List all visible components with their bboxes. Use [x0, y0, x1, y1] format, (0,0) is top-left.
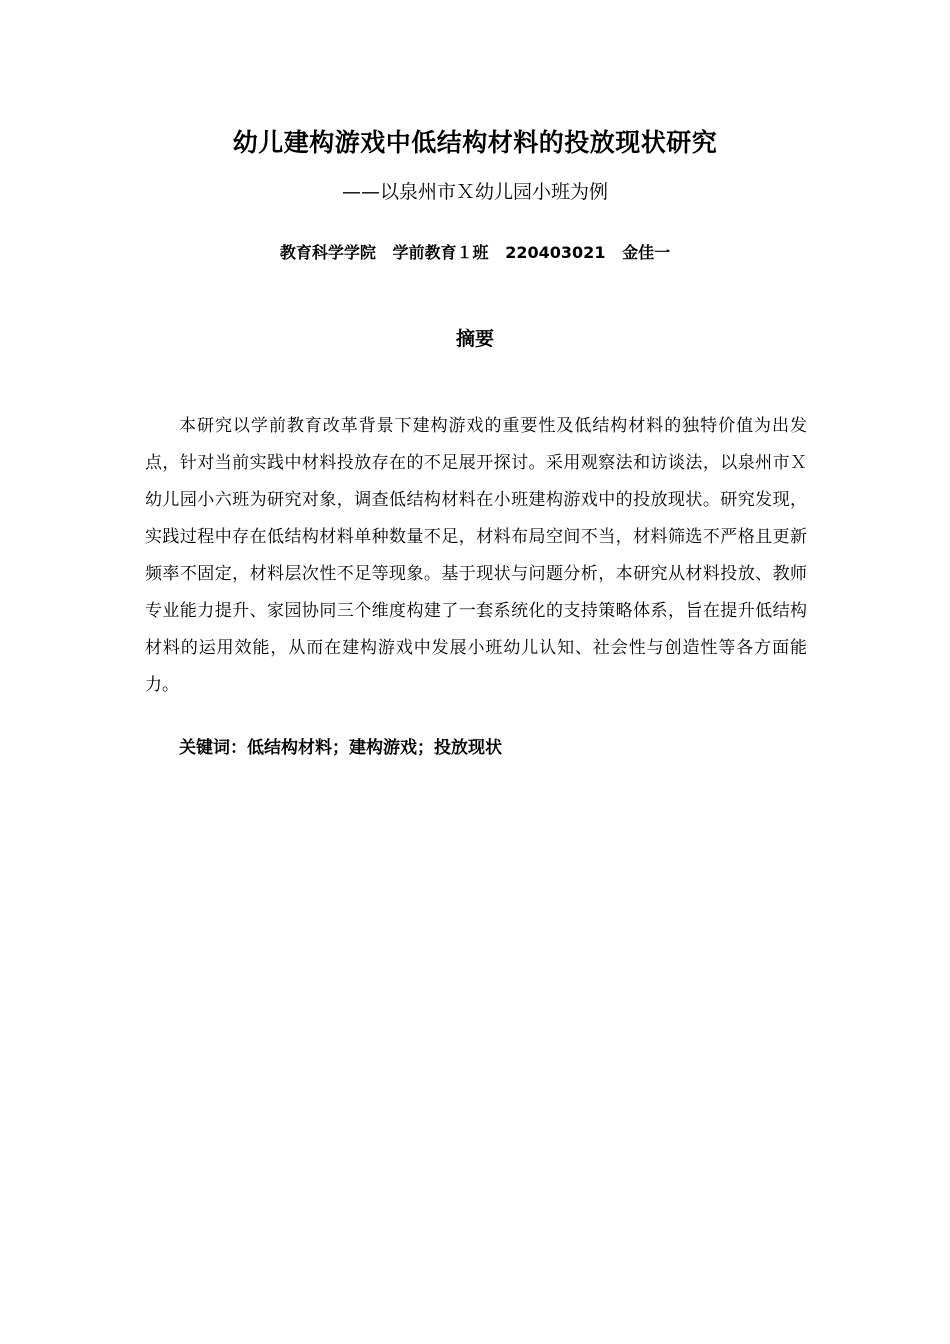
paper-subtitle: ——以泉州市Ｘ幼儿园小班为例	[341, 181, 608, 203]
abstract-body: 本研究以学前教育改革背景下建构游戏的重要性及低结构材料的独特价值为出发点，针对当前实践中材料投放存在的不足展开探讨。采用观察法和访谈法，以泉州市Ｘ幼儿园小六班为研究对象，调查低结构材料在小班建构游戏中的投放现状。研究发现，实践过程中存在低结构材料单种数量不足，材料布局空间不当，材料筛选不严格且更新频率不固定，材料层次性不足等现象。基于现状与问题分析，本研究从材料投放、教师专业能力提升、家园协同三个维度构建了一套系统化的支持策略体系，旨在提升低结构材料的运用效能，从而在建构游戏中发展小班幼儿认知、社会性与创造性等各方面能力。	[145, 416, 807, 695]
author-info: 教育科学学院 学前教育１班 220403021 金佳一	[279, 243, 671, 262]
abstract-heading: 摘要	[455, 328, 494, 350]
keywords: 关键词：低结构材料；建构游戏；投放现状	[179, 738, 502, 758]
paper-title: 幼儿建构游戏中低结构材料的投放现状研究	[232, 128, 718, 157]
